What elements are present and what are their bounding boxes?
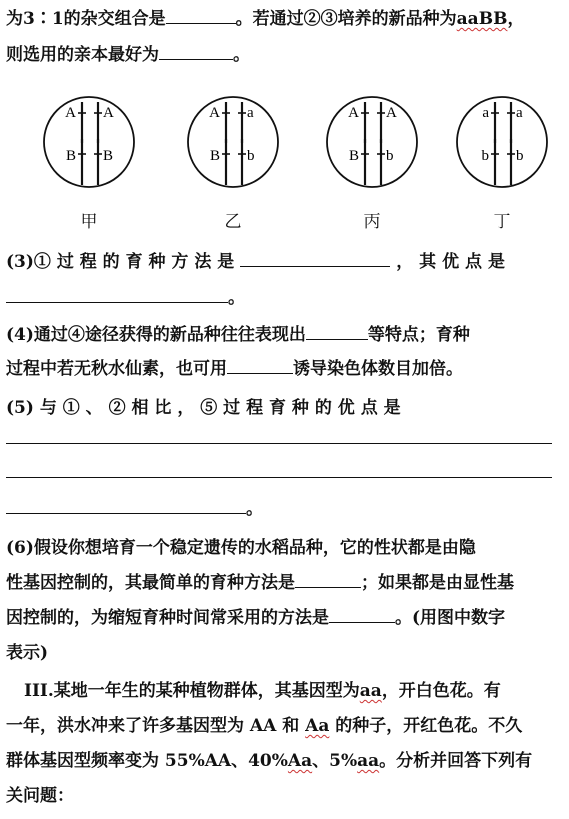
allele-label: b (247, 148, 255, 164)
part3-line-4 (6, 781, 74, 806)
question-text: 。(用图中数字 (395, 608, 506, 628)
allele-label: B (65, 148, 76, 164)
cell-membrane (457, 97, 547, 187)
answer-blank[interactable] (240, 249, 390, 267)
cell-membrane (188, 97, 278, 187)
allele-label: a (247, 105, 254, 121)
question-text: 一年，洪水冲来了许多基因型为 AA 和 (6, 716, 300, 736)
question-text: 过程中若无秋水仙素，也可用 (6, 359, 227, 379)
question-text: 、5% (312, 751, 358, 771)
cell-svg (42, 95, 136, 189)
part3-line-3 (6, 746, 532, 771)
allele-label: A (386, 105, 397, 121)
cell-label: 甲 (80, 212, 98, 232)
question-text: 群体基因型频率变为 55%AA、40% (6, 751, 288, 771)
intro-line-1 (6, 4, 524, 29)
cell-membrane (44, 97, 134, 187)
question-text: 。 (228, 288, 245, 308)
q4-line-2 (6, 354, 463, 379)
answer-blank[interactable] (166, 6, 236, 24)
answer-blank[interactable] (306, 322, 368, 340)
genotype-text: aa (359, 681, 382, 701)
q6-line-2 (6, 568, 514, 593)
answer-line[interactable] (6, 443, 552, 444)
answer-blank[interactable] (159, 42, 233, 60)
allele-label: A (65, 105, 76, 121)
allele-label: a (516, 105, 523, 121)
cell-diagram (186, 95, 280, 189)
answer-blank[interactable] (6, 285, 228, 303)
q6-line-1 (6, 533, 476, 558)
q5-line-1 (6, 393, 401, 418)
genotype-text: aa (357, 751, 380, 771)
intro-line-2 (6, 40, 250, 65)
allele-label: A (103, 105, 114, 121)
allele-label: a (482, 105, 489, 121)
intro-text: 则选用的亲本最好为 (6, 45, 159, 65)
intro-text: ， (507, 9, 525, 29)
q5-line-4 (6, 494, 263, 519)
part3-line-2 (6, 711, 522, 736)
answer-blank[interactable] (295, 570, 361, 588)
question-text: 等特点；育种 (367, 325, 470, 345)
question-text: (6)假设你想培育一个稳定遗传的水稻品种，它的性状都是由隐 (6, 538, 476, 558)
intro-text: 。若通过②③培养的新品种为 (235, 9, 457, 29)
question-text: ， 其 优 点 是 (396, 252, 505, 272)
q4-line-1 (6, 320, 470, 345)
question-text: 。分析并回答下列有 (379, 751, 533, 771)
q3-line-1 (6, 247, 505, 272)
part3-line-1 (24, 676, 501, 701)
question-text: (5) 与 ① 、 ② 相 比 ， ⑤ 过 程 育 种 的 优 点 是 (6, 398, 401, 418)
question-text: ；如果都是由显性基 (361, 573, 514, 593)
cell-diagram (325, 95, 419, 189)
genotype-text: Aa (287, 751, 313, 771)
cell-label: 丙 (363, 212, 381, 232)
cell-membrane (327, 97, 417, 187)
genotype-text: Aa (305, 716, 330, 736)
allele-label: b (386, 148, 394, 164)
question-text: 因控制的，为缩短育种时间常采用的方法是 (6, 608, 329, 628)
cell-diagram (455, 95, 549, 189)
answer-line[interactable] (6, 477, 552, 478)
cell-svg (455, 95, 549, 189)
intro-text: 为3∶1的杂交组合是 (6, 9, 166, 29)
cell-diagram (42, 95, 136, 189)
allele-label: B (348, 148, 359, 164)
question-text: 。 (246, 499, 263, 519)
cell-svg (325, 95, 419, 189)
q6-line-3 (6, 603, 505, 628)
allele-label: B (103, 148, 114, 164)
q6-line-4 (6, 638, 48, 663)
allele-label: A (348, 105, 359, 121)
question-text: III.某地一年生的某种植物群体，其基因型为 (24, 681, 360, 701)
question-text: (4)通过④途径获得的新品种往往表现出 (6, 325, 306, 345)
cell-label: 丁 (493, 212, 511, 232)
allele-label: b (516, 148, 524, 164)
genotype-text: aaBB (456, 9, 508, 29)
answer-blank[interactable] (6, 496, 246, 514)
question-text: 表示) (6, 643, 49, 663)
question-text: 关问题： (6, 786, 74, 806)
q3-line-2 (6, 283, 245, 308)
answer-blank[interactable] (227, 356, 293, 374)
cell-label: 乙 (224, 212, 242, 232)
question-text: 的种子，开红色花。不久 (335, 716, 523, 736)
allele-label: B (209, 148, 220, 164)
cell-svg (186, 95, 280, 189)
allele-label: A (209, 105, 220, 121)
intro-text: 。 (233, 45, 250, 65)
question-text: 诱导染色体数目加倍。 (293, 359, 463, 379)
allele-label: b (481, 148, 489, 164)
answer-blank[interactable] (329, 605, 395, 623)
question-text: ，开白色花。有 (381, 681, 501, 701)
question-text: 性基因控制的，其最简单的育种方法是 (6, 573, 295, 593)
question-text: (3)① 过 程 的 育 种 方 法 是 (6, 252, 235, 272)
